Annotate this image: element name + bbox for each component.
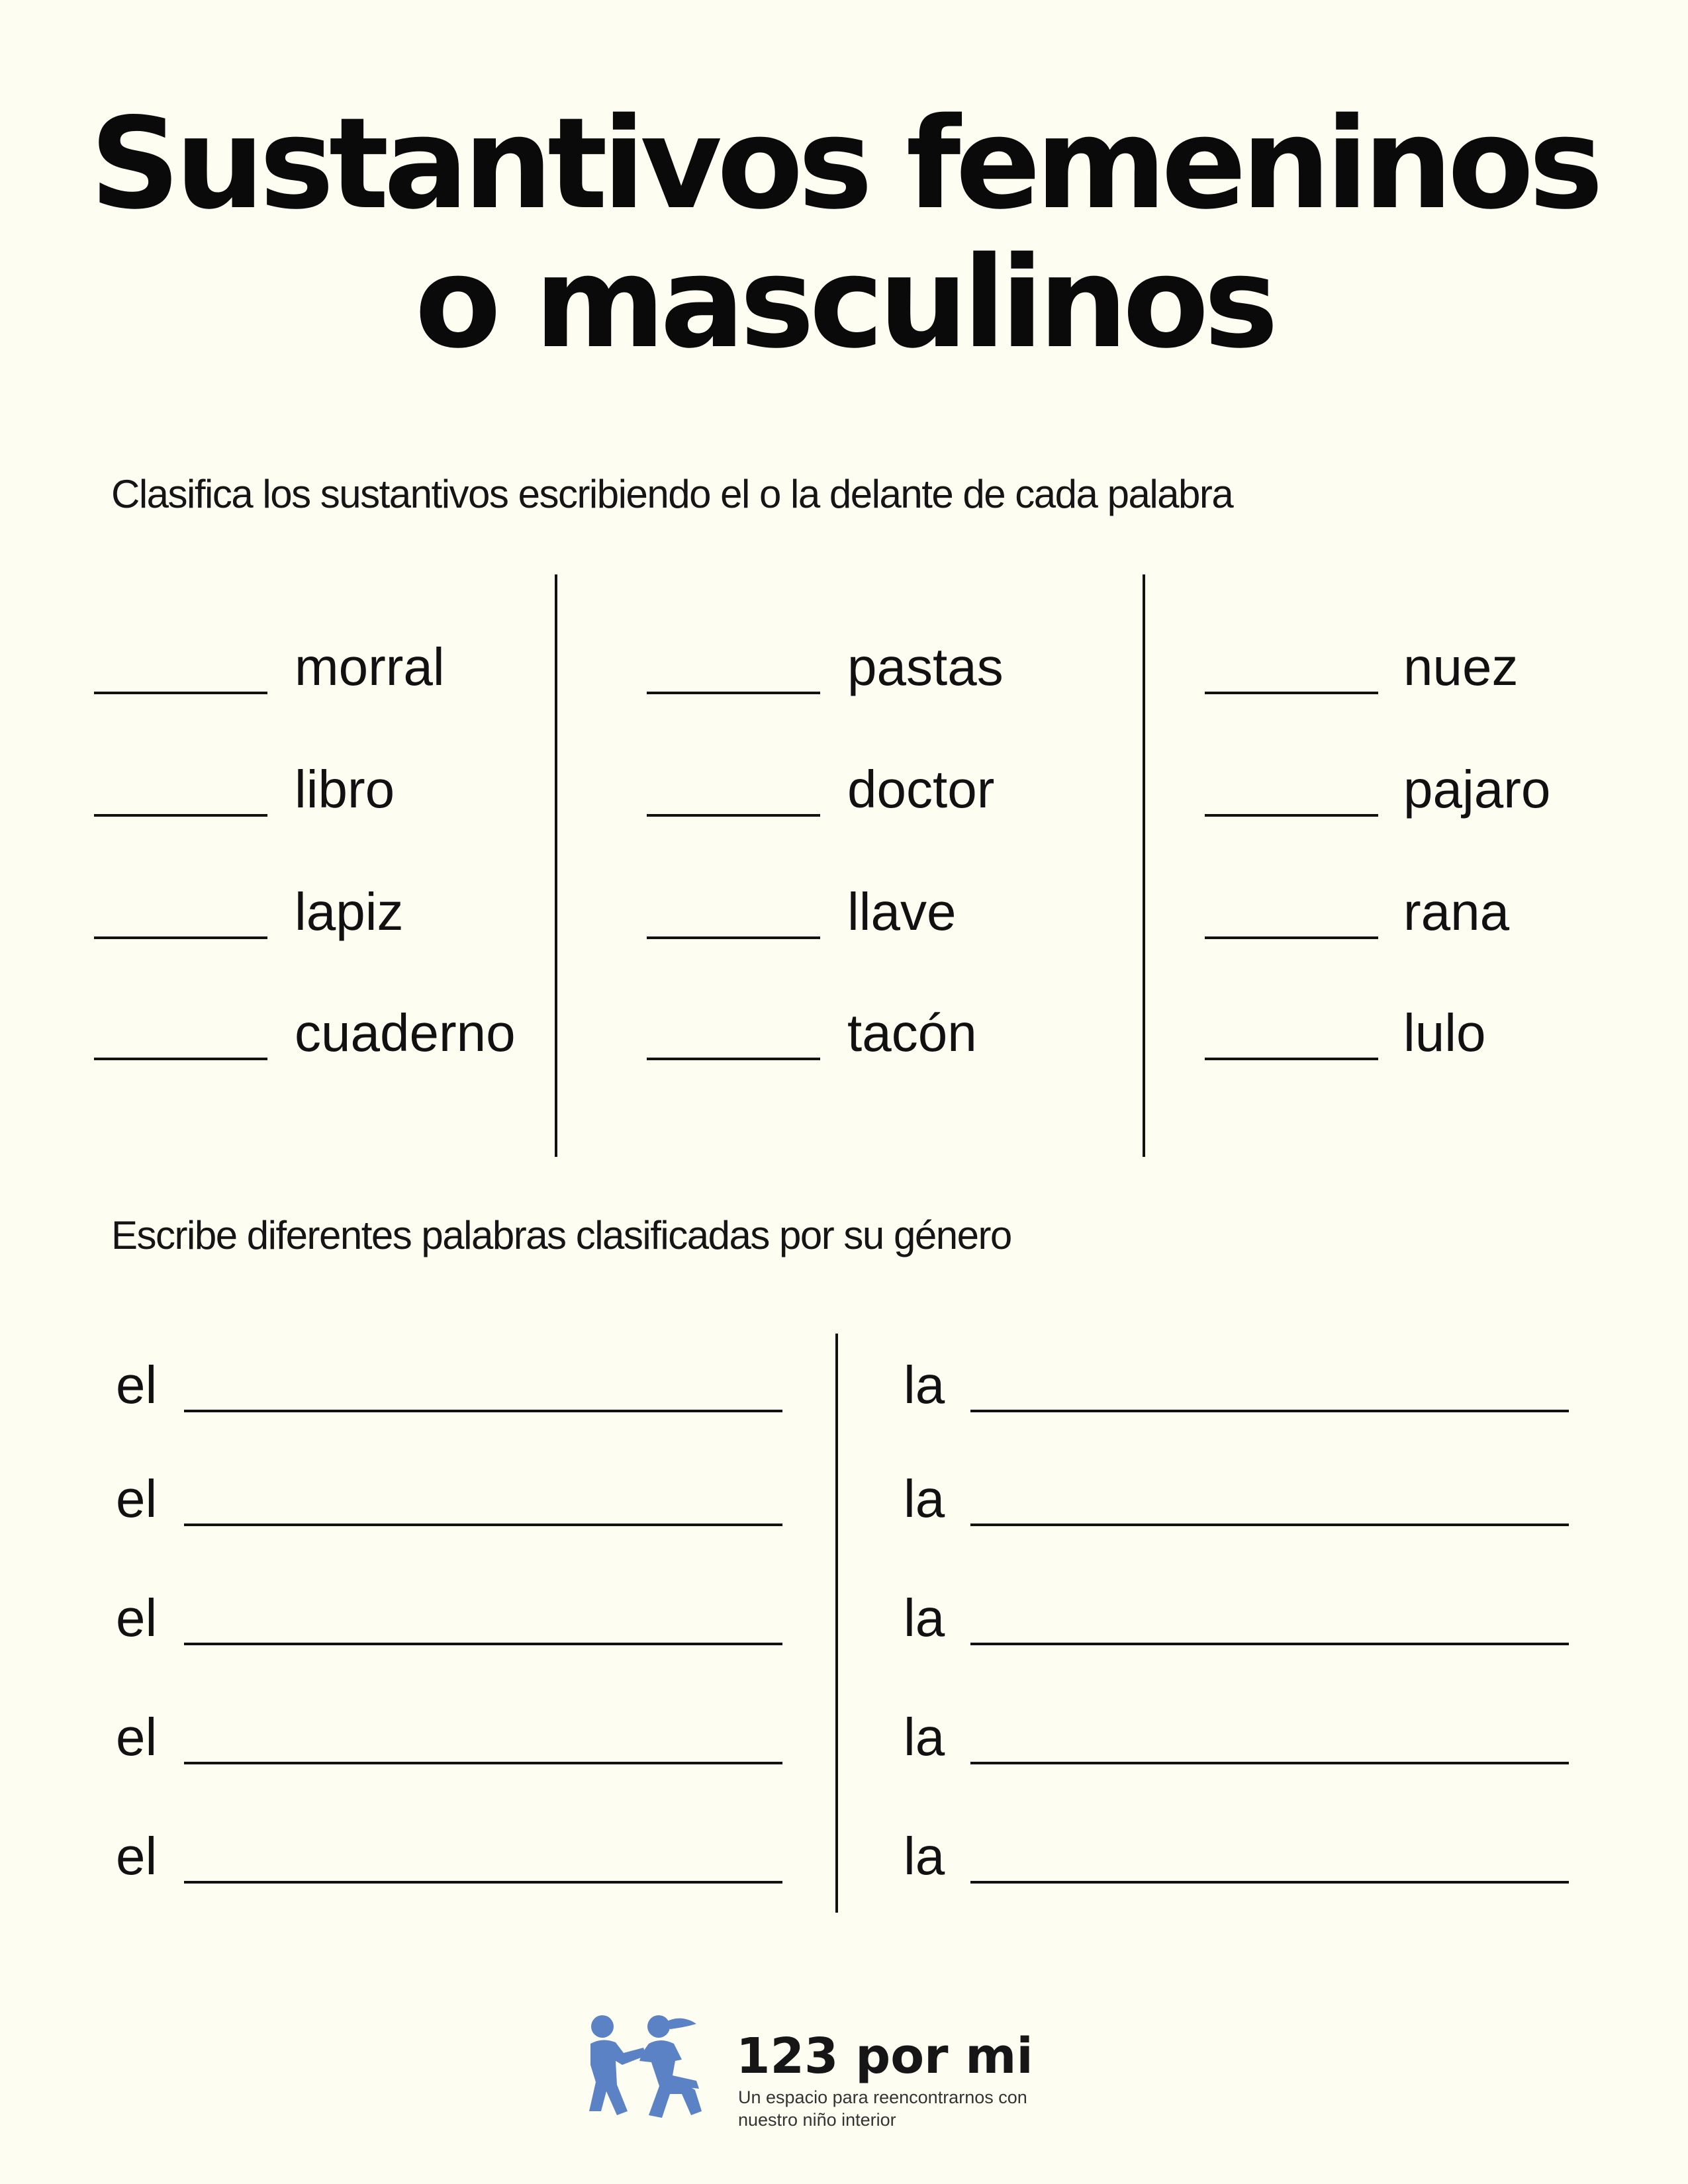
article-el: el [116,1355,158,1414]
write-line[interactable] [184,1524,782,1526]
instruction-write: Escribe diferentes palabras clasificadas por su género [111,1213,1011,1257]
answer-blank[interactable] [1205,936,1378,939]
article-la: la [904,1707,945,1766]
write-line[interactable] [184,1762,782,1764]
answer-blank[interactable] [647,936,820,939]
noun-word: libro [295,760,395,819]
article-la: la [904,1355,945,1414]
noun-word: pastas [847,637,1004,696]
noun-word: lulo [1403,1003,1486,1062]
write-line[interactable] [970,1524,1569,1526]
write-line[interactable] [970,1762,1569,1764]
article-el: el [116,1707,158,1766]
answer-blank[interactable] [94,814,267,817]
noun-word: llave [847,882,957,941]
brand-tagline: Un espacio para reencontrarnos con nuestro niño interior [738,2087,1027,2130]
noun-word: tacón [847,1003,977,1062]
title-line-1: Sustantivos femeninos [89,91,1599,237]
write-line[interactable] [184,1410,782,1412]
noun-word: nuez [1403,637,1519,696]
noun-word: lapiz [295,882,404,941]
answer-blank[interactable] [1205,814,1378,817]
noun-word: doctor [847,760,995,819]
column-divider-2 [1143,574,1145,1157]
article-la: la [904,1827,945,1886]
title-line-2: o masculinos [414,230,1274,376]
answer-blank[interactable] [647,692,820,694]
answer-blank[interactable] [1205,692,1378,694]
noun-word: pajaro [1403,760,1551,819]
article-el: el [116,1827,158,1886]
brand-name: 123 por mi [736,2028,1033,2085]
write-line[interactable] [184,1881,782,1884]
answer-blank[interactable] [94,692,267,694]
write-line[interactable] [970,1410,1569,1412]
article-la: la [904,1588,945,1647]
noun-word: rana [1403,882,1510,941]
write-line[interactable] [970,1643,1569,1645]
two-children-playing-icon [583,2012,715,2131]
noun-word: cuaderno [295,1003,516,1062]
article-el: el [116,1588,158,1647]
answer-blank[interactable] [94,1058,267,1060]
gender-column-divider [835,1334,838,1913]
instruction-classify: Clasifica los sustantivos escribiendo el o la delante de cada palabra [111,472,1233,516]
answer-blank[interactable] [1205,1058,1378,1060]
brand-logo [583,2012,715,2131]
article-el: el [116,1469,158,1528]
column-divider-1 [555,574,557,1157]
answer-blank[interactable] [647,814,820,817]
noun-word: morral [295,637,445,696]
answer-blank[interactable] [94,936,267,939]
article-la: la [904,1469,945,1528]
answer-blank[interactable] [647,1058,820,1060]
write-line[interactable] [184,1643,782,1645]
write-line[interactable] [970,1881,1569,1884]
